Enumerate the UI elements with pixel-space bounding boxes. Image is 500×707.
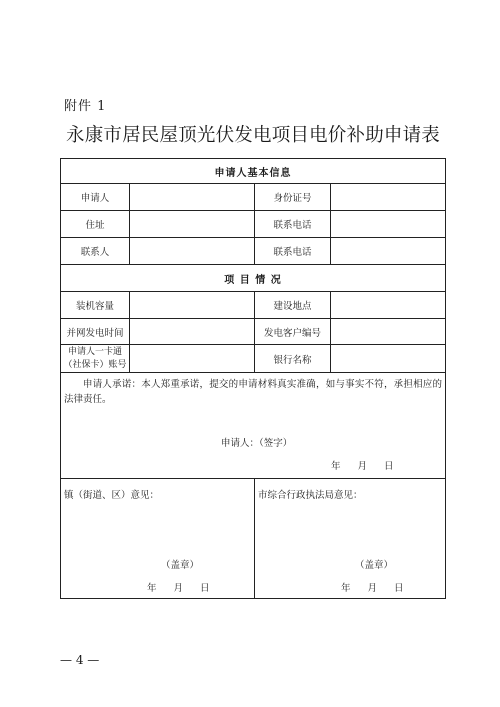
pledge-date-label: 年 月 日 (331, 461, 394, 472)
table-row (61, 184, 446, 211)
phone-input-cell[interactable] (331, 211, 446, 238)
bank-name-label: 银行名称 (255, 345, 331, 373)
pledge-row (61, 373, 446, 479)
contact-person-label: 联系人 (61, 238, 130, 265)
section-header-row (61, 265, 446, 292)
account-label (61, 345, 130, 373)
grid-time-label: 并网发电时间 (61, 319, 130, 345)
contact-phone-label: 联系电话 (255, 238, 331, 265)
town-opinion-label: 镇（街道、区）意见： (64, 490, 160, 501)
city-opinion-cell[interactable] (255, 479, 446, 599)
grid-time-input-cell[interactable] (130, 319, 255, 345)
table-row (61, 211, 446, 238)
form-title: 永康市居民屋顶光伏发电项目电价补助申请表 (66, 125, 441, 146)
address-input-cell[interactable] (130, 211, 255, 238)
opinion-row (61, 479, 446, 599)
account-input-cell[interactable] (130, 345, 255, 373)
applicant-input-cell[interactable] (130, 184, 255, 211)
section-title-applicant-info: 申请人基本信息 (61, 159, 446, 184)
phone-label: 联系电话 (255, 211, 331, 238)
table-row (61, 319, 446, 345)
table-row (61, 345, 446, 373)
town-opinion-cell[interactable] (61, 479, 255, 599)
address-label: 住址 (61, 211, 130, 238)
pledge-text: 申请人承诺：本人郑重承诺，提交的申请材料真实准确，如与事实不符，承担相应的法律责任。 (64, 379, 442, 405)
pledge-cell (61, 373, 446, 479)
customer-number-input-cell[interactable] (331, 319, 446, 345)
applicant-signature-label: 申请人：（签字） (221, 438, 293, 449)
table-row (61, 292, 446, 319)
town-date-label: 年 月 日 (147, 583, 210, 594)
city-opinion-label: 市综合行政执法局意见： (258, 490, 363, 501)
section-header-row (61, 159, 446, 184)
capacity-input-cell[interactable] (130, 292, 255, 319)
contact-phone-input-cell[interactable] (331, 238, 446, 265)
page-number: — 4 — (60, 653, 100, 667)
town-seal-label: （盖章） (161, 560, 200, 571)
location-input-cell[interactable] (331, 292, 446, 319)
customer-number-label: 发电客户编号 (255, 319, 331, 345)
id-number-label: 身份证号 (255, 184, 331, 211)
city-date-label: 年 月 日 (341, 583, 404, 594)
applicant-label: 申请人 (61, 184, 130, 211)
account-label-line1: 申请人一卡通 (67, 346, 122, 357)
application-form-table (60, 158, 446, 599)
contact-person-input-cell[interactable] (130, 238, 255, 265)
capacity-label: 装机容量 (61, 292, 130, 319)
attachment-label: 附件 1 (64, 99, 107, 114)
account-label-line2: （社保卡）账号 (63, 359, 127, 370)
location-label: 建设地点 (255, 292, 331, 319)
bank-name-input-cell[interactable] (331, 345, 446, 373)
id-number-input-cell[interactable] (331, 184, 446, 211)
section-title-project-info: 项 目 情 况 (61, 265, 446, 292)
table-row (61, 238, 446, 265)
city-seal-label: （盖章） (355, 560, 394, 571)
